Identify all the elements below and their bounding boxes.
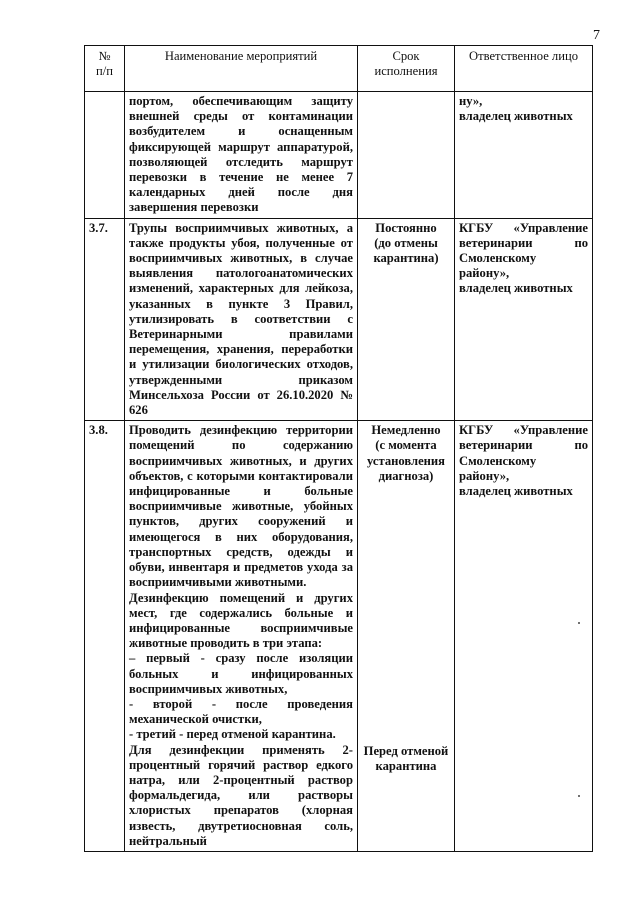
scan-speck — [578, 622, 580, 624]
table-row — [85, 92, 593, 219]
term-first: Немедленно (с момента установления диагноза) — [367, 423, 445, 483]
row-num: 3.8. — [85, 421, 125, 852]
term-spacer — [362, 484, 450, 744]
name-paragraph: Дезинфекцию помещений и других мест, где содержались больные и инфицированные восприимчивые животные проводить в три этапа: — [129, 590, 353, 651]
table-row — [85, 421, 593, 852]
row-name — [125, 421, 358, 852]
row-num: 3.7. — [85, 218, 125, 421]
row-num — [85, 92, 125, 219]
measures-table — [84, 45, 593, 852]
name-paragraph: - третий - перед отменой карантина. — [129, 727, 336, 742]
page-number: 7 — [593, 28, 600, 43]
name-paragraph: - второй - после проведения механической очистки, — [129, 696, 353, 727]
name-paragraph: Для дезинфекции применять 2-процентный горячий раствор едкого натра, или 2-процентный раствор формальдегида, или растворы хлористых препаратов (хлорная известь, двутретиосновная соль, нейтральный — [129, 742, 353, 848]
header-num: № п/п — [85, 46, 125, 92]
header-term: Срок исполнения — [358, 46, 455, 92]
row-name: портом, обеспечивающим защиту внешней среды от контаминации возбудителем и оснащенным фиксирующей маршрут аппаратурой, позволяющей отследить маршрут перевозки в течение не менее 7 календарных дней после дня завершения перевозки — [125, 92, 358, 219]
table-row — [85, 218, 593, 421]
term-second: Перед отменой карантина — [363, 744, 449, 774]
name-paragraph: Проводить дезинфекцию территории помещений по содержанию восприимчивых животных, и других объектов, с которыми контактировали инфицированные и больные восприимчивые животные, убойных пунктов, других сооружений и имеющегося в них оборудования, транспортных средств, одежды и обуви, инвентаря и предметов ухода за восприимчивыми животными. — [129, 423, 353, 590]
header-responsible: Ответственное лицо — [455, 46, 593, 92]
row-term: Постоянно (до отмены карантина) — [358, 218, 455, 421]
header-name: Наименование мероприятий — [125, 46, 358, 92]
row-term — [358, 421, 455, 852]
row-responsible: ну», владелец животных — [455, 92, 593, 219]
name-paragraph: – первый - сразу после изоляции больных и инфицированных восприимчивых животных, — [129, 651, 353, 696]
table-header-row — [85, 46, 593, 92]
row-responsible: КГБУ «Управление ветеринарии по Смоленскому району», владелец животных — [455, 218, 593, 421]
row-responsible: КГБУ «Управление ветеринарии по Смоленскому району», владелец животных — [455, 421, 593, 852]
scan-speck — [578, 795, 580, 797]
row-name: Трупы восприимчивых животных, а также продукты убоя, полученные от восприимчивых животных, в случае выявления патологоанатомических изменений, характерных для лейкоза, указанных в пункте 3 Правил, утилизировать в соответствии с Ветеринарными правилами перемещения, хранения, переработки и утилизации биологических отходов, утвержденными приказом Минсельхоза России от 26.10.2020 № 626 — [125, 218, 358, 421]
row-term — [358, 92, 455, 219]
